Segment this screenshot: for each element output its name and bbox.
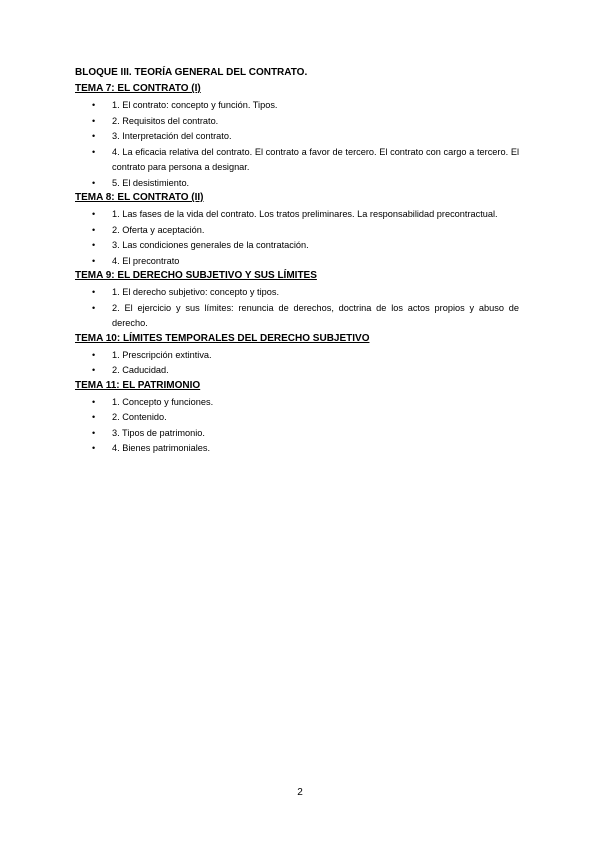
bullet-icon: •: [92, 209, 96, 219]
list-item: [75, 223, 519, 239]
list-item-text: 1. El contrato: concepto y función. Tipos.: [112, 100, 278, 110]
list-item-text: 4. La eficacia relativa del contrato. El contrato a favor de tercero. El contrato con cargo a tercero. El contrato para persona a designar.: [112, 146, 519, 172]
bullet-icon: •: [92, 427, 96, 438]
page-content: [75, 66, 519, 457]
list-item-text: 3. Las condiciones generales de la contratación.: [112, 240, 309, 250]
page-number: 2: [297, 787, 303, 798]
bullet-icon: •: [92, 100, 96, 110]
section-heading: TEMA 8: EL CONTRATO (II): [75, 192, 204, 203]
list-item: [75, 285, 519, 301]
bullet-icon: •: [92, 349, 96, 360]
bullet-icon: •: [92, 240, 96, 250]
list-item: [75, 176, 519, 192]
bullet-icon: •: [92, 412, 96, 422]
bullet-icon: •: [92, 302, 96, 313]
list-item: [75, 348, 519, 364]
list-item-text: 1. Prescripción extintiva.: [112, 349, 212, 360]
bullet-icon: •: [92, 365, 96, 375]
list-item-text: 1. Concepto y funciones.: [112, 396, 214, 407]
section-heading: TEMA 7: EL CONTRATO (I): [75, 83, 201, 94]
list-item: [75, 426, 519, 442]
bullet-icon: •: [92, 146, 96, 157]
list-item-text: 3. Tipos de patrimonio.: [112, 427, 205, 438]
bullet-icon: •: [92, 443, 96, 453]
bullet-icon: •: [92, 396, 96, 407]
list-item-text: 4. Bienes patrimoniales.: [112, 443, 211, 453]
section-item-list: [75, 395, 519, 457]
section-item-list: [75, 98, 519, 191]
section-heading: TEMA 11: EL PATRIMONIO: [75, 379, 201, 391]
bullet-icon: •: [92, 177, 96, 188]
list-item-text: 1. El derecho subjetivo: concepto y tipos.: [112, 287, 280, 297]
list-item-text: 4. El precontrato: [112, 255, 180, 266]
list-item: [75, 145, 519, 176]
list-item: [75, 301, 519, 332]
list-item-text: 1. Las fases de la vida del contrato. Los tratos preliminares. La responsabilidad precontractual.: [112, 209, 498, 219]
section-heading: TEMA 10: LÍMITES TEMPORALES DEL DERECHO SUBJETIVO: [75, 332, 370, 344]
list-item: [75, 410, 519, 426]
bullet-icon: •: [92, 224, 96, 235]
list-item-text: 2. Requisitos del contrato.: [112, 115, 219, 126]
list-item: [75, 238, 519, 254]
list-item: [75, 129, 519, 145]
list-item-text: 2. Oferta y aceptación.: [112, 224, 205, 235]
list-item: [75, 363, 519, 379]
section-heading: TEMA 9: EL DERECHO SUBJETIVO Y SUS LÍMITES: [75, 270, 317, 281]
list-item-text: 3. Interpretación del contrato.: [112, 131, 232, 141]
list-item: [75, 207, 519, 223]
list-item-text: 2. Caducidad.: [112, 365, 169, 375]
sections-container: [75, 82, 519, 457]
list-item: [75, 114, 519, 130]
list-item: [75, 395, 519, 411]
block-title: BLOQUE III. TEORÍA GENERAL DEL CONTRATO.: [75, 67, 308, 78]
bullet-icon: •: [92, 131, 96, 141]
bullet-icon: •: [92, 115, 96, 126]
list-item-text: 2. El ejercicio y sus límites: renuncia de derechos, doctrina de los actos propios y abuso de derecho.: [112, 302, 519, 328]
list-item: [75, 254, 519, 270]
section-item-list: [75, 348, 519, 379]
list-item-text: 2. Contenido.: [112, 412, 167, 422]
section-item-list: [75, 285, 519, 332]
list-item: [75, 98, 519, 114]
list-item: [75, 441, 519, 457]
list-item-text: 5. El desistimiento.: [112, 177, 190, 188]
bullet-icon: •: [92, 287, 96, 297]
bullet-icon: •: [92, 255, 96, 266]
section-item-list: [75, 207, 519, 269]
